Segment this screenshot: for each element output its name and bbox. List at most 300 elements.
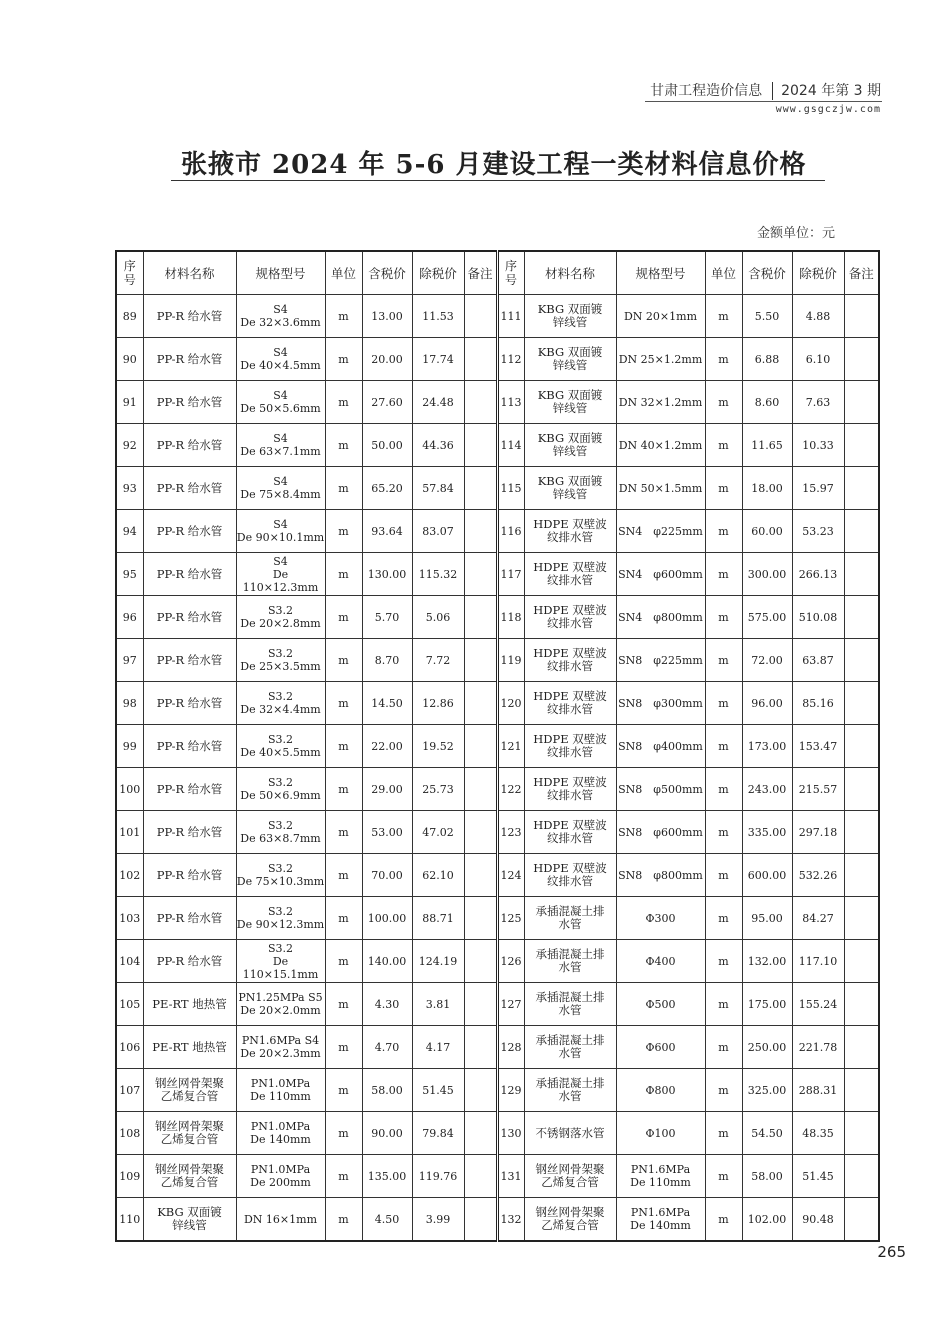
no-cell: 89 — [116, 295, 143, 338]
spec-cell — [236, 768, 325, 811]
spec-line-1: DN 32×1.2mm — [618, 395, 703, 409]
unit-cell: m — [705, 424, 742, 467]
price-table — [115, 250, 880, 1242]
notax-cell: 3.99 — [412, 1198, 464, 1242]
unit-cell: m — [325, 639, 362, 682]
name-cell: HDPE 双壁波纹排水管 — [524, 682, 616, 725]
no-cell: 118 — [497, 596, 524, 639]
left-col-notax-price-header: 除税价 — [412, 251, 464, 295]
tax-cell: 50.00 — [362, 424, 412, 467]
unit-cell: m — [705, 338, 742, 381]
spec-line-1: Φ800 — [645, 1083, 676, 1097]
notax-cell: 4.17 — [412, 1026, 464, 1069]
unit-cell: m — [325, 596, 362, 639]
name-cell: KBG 双面镀锌线管 — [524, 467, 616, 510]
notax-cell: 5.06 — [412, 596, 464, 639]
table-row — [116, 1069, 879, 1112]
notax-cell: 215.57 — [792, 768, 844, 811]
title-underline — [171, 180, 825, 181]
name-cell: PP-R 给水管 — [143, 682, 236, 725]
tax-cell: 18.00 — [742, 467, 792, 510]
spec-line-2: De 90×12.3mm — [236, 918, 325, 931]
spec-cell — [236, 467, 325, 510]
table-row — [116, 983, 879, 1026]
no-cell: 110 — [116, 1198, 143, 1242]
unit-cell: m — [705, 940, 742, 983]
unit-cell: m — [705, 295, 742, 338]
note-cell — [844, 725, 879, 768]
spec-cell — [616, 983, 705, 1026]
table-row — [116, 510, 879, 553]
spec-line-2: De 63×7.1mm — [240, 445, 321, 458]
note-cell — [464, 553, 497, 596]
name-cell: PP-R 给水管 — [143, 553, 236, 596]
no-cell: 111 — [497, 295, 524, 338]
note-cell — [464, 424, 497, 467]
name-cell: 钢丝网骨架聚乙烯复合管 — [524, 1198, 616, 1242]
unit-cell: m — [705, 682, 742, 725]
tax-cell: 250.00 — [742, 1026, 792, 1069]
note-cell — [844, 424, 879, 467]
notax-cell: 25.73 — [412, 768, 464, 811]
spec-line-1: DN 40×1.2mm — [618, 438, 703, 452]
spec-line-1: SN8 φ600mm — [618, 825, 703, 839]
note-cell — [844, 854, 879, 897]
spec-line-1: S4 — [273, 554, 288, 568]
spec-cell — [236, 682, 325, 725]
unit-cell: m — [705, 1198, 742, 1242]
no-cell: 99 — [116, 725, 143, 768]
spec-line-1: Φ600 — [645, 1040, 676, 1054]
table-row — [116, 381, 879, 424]
tax-cell: 5.70 — [362, 596, 412, 639]
note-cell — [464, 682, 497, 725]
spec-cell — [236, 295, 325, 338]
spec-cell — [616, 295, 705, 338]
tax-cell: 300.00 — [742, 553, 792, 596]
note-cell — [844, 510, 879, 553]
no-cell: 107 — [116, 1069, 143, 1112]
left-col-spec-header: 规格型号 — [236, 251, 325, 295]
notax-cell: 17.74 — [412, 338, 464, 381]
no-cell: 106 — [116, 1026, 143, 1069]
spec-line-1: S3.2 — [267, 604, 294, 617]
spec-line-2: De 20×2.8mm — [240, 617, 321, 630]
page-number: 265 — [877, 1243, 906, 1261]
name-cell: 钢丝网骨架聚乙烯复合管 — [143, 1112, 236, 1155]
name-cell: 钢丝网骨架聚乙烯复合管 — [143, 1069, 236, 1112]
spec-cell — [616, 1198, 705, 1242]
right-col-note-header: 备注 — [844, 251, 879, 295]
name-cell: 承插混凝土排水管 — [524, 983, 616, 1026]
notax-cell: 3.81 — [412, 983, 464, 1026]
tax-cell: 335.00 — [742, 811, 792, 854]
spec-line-2: De 110×15.1mm — [242, 954, 319, 981]
note-cell — [844, 1069, 879, 1112]
spec-cell — [236, 381, 325, 424]
spec-line-2: De 110mm — [250, 1090, 311, 1103]
no-cell: 120 — [497, 682, 524, 725]
note-cell — [844, 467, 879, 510]
spec-cell — [236, 639, 325, 682]
unit-cell: m — [705, 639, 742, 682]
notax-cell: 4.88 — [792, 295, 844, 338]
notax-cell: 7.63 — [792, 381, 844, 424]
note-cell — [464, 1069, 497, 1112]
left-col-unit-header: 单位 — [325, 251, 362, 295]
spec-line-1: SN4 φ800mm — [618, 610, 703, 624]
spec-line-1: PN1.25MPa S5 — [238, 991, 323, 1004]
tax-cell: 102.00 — [742, 1198, 792, 1242]
notax-cell: 57.84 — [412, 467, 464, 510]
note-cell — [844, 940, 879, 983]
tax-cell: 130.00 — [362, 553, 412, 596]
no-cell: 123 — [497, 811, 524, 854]
no-cell: 116 — [497, 510, 524, 553]
spec-cell — [616, 338, 705, 381]
notax-cell: 63.87 — [792, 639, 844, 682]
tax-cell: 96.00 — [742, 682, 792, 725]
tax-cell: 95.00 — [742, 897, 792, 940]
spec-cell — [236, 983, 325, 1026]
table-row — [116, 725, 879, 768]
note-cell — [844, 381, 879, 424]
spec-line-1: PN1.6MPa S4 — [241, 1034, 320, 1047]
table-row — [116, 596, 879, 639]
name-cell: PE-RT 地热管 — [143, 983, 236, 1026]
notax-cell: 83.07 — [412, 510, 464, 553]
no-cell: 119 — [497, 639, 524, 682]
note-cell — [464, 467, 497, 510]
name-cell: 钢丝网骨架聚乙烯复合管 — [524, 1155, 616, 1198]
notax-cell: 44.36 — [412, 424, 464, 467]
note-cell — [464, 983, 497, 1026]
unit-cell: m — [705, 1112, 742, 1155]
note-cell — [464, 381, 497, 424]
spec-line-2: De 50×6.9mm — [240, 789, 321, 802]
spec-cell — [616, 639, 705, 682]
table-row — [116, 682, 879, 725]
tax-cell: 4.50 — [362, 1198, 412, 1242]
name-cell: 承插混凝土排水管 — [524, 897, 616, 940]
notax-cell: 15.97 — [792, 467, 844, 510]
name-cell: KBG 双面镀锌线管 — [524, 424, 616, 467]
notax-cell: 6.10 — [792, 338, 844, 381]
spec-cell — [616, 1155, 705, 1198]
spec-line-2: De 63×8.7mm — [240, 832, 321, 845]
notax-cell: 47.02 — [412, 811, 464, 854]
note-cell — [844, 338, 879, 381]
note-cell — [844, 768, 879, 811]
unit-cell: m — [325, 1198, 362, 1242]
no-cell: 103 — [116, 897, 143, 940]
no-cell: 95 — [116, 553, 143, 596]
unit-cell: m — [325, 1069, 362, 1112]
unit-cell: m — [325, 940, 362, 983]
right-col-notax-price-header: 除税价 — [792, 251, 844, 295]
website-url: www.gsgczjw.com — [775, 104, 881, 115]
left-col-name-header: 材料名称 — [143, 251, 236, 295]
notax-cell: 7.72 — [412, 639, 464, 682]
note-cell — [464, 1026, 497, 1069]
spec-cell — [236, 553, 325, 596]
notax-cell: 11.53 — [412, 295, 464, 338]
spec-cell — [616, 897, 705, 940]
no-cell: 108 — [116, 1112, 143, 1155]
notax-cell: 79.84 — [412, 1112, 464, 1155]
no-cell: 96 — [116, 596, 143, 639]
notax-cell: 510.08 — [792, 596, 844, 639]
tax-cell: 29.00 — [362, 768, 412, 811]
name-cell: PP-R 给水管 — [143, 725, 236, 768]
table-row — [116, 897, 879, 940]
spec-cell — [236, 811, 325, 854]
spec-cell — [236, 1026, 325, 1069]
unit-cell: m — [705, 854, 742, 897]
unit-cell: m — [325, 1112, 362, 1155]
tax-cell: 140.00 — [362, 940, 412, 983]
unit-cell: m — [705, 811, 742, 854]
table-row — [116, 467, 879, 510]
name-cell: KBG 双面镀锌线管 — [524, 295, 616, 338]
table-row — [116, 1155, 879, 1198]
notax-cell: 119.76 — [412, 1155, 464, 1198]
spec-line-1: PN1.0MPa — [250, 1077, 311, 1090]
notax-cell: 85.16 — [792, 682, 844, 725]
spec-cell — [236, 1069, 325, 1112]
spec-line-1: SN4 φ600mm — [618, 567, 703, 581]
spec-line-2: De 40×5.5mm — [240, 746, 321, 759]
spec-line-1: S3.2 — [267, 733, 294, 746]
no-cell: 97 — [116, 639, 143, 682]
notax-cell: 48.35 — [792, 1112, 844, 1155]
spec-line-2: De 50×5.6mm — [240, 402, 321, 415]
name-cell: HDPE 双壁波纹排水管 — [524, 768, 616, 811]
note-cell — [844, 983, 879, 1026]
no-cell: 122 — [497, 768, 524, 811]
name-cell: HDPE 双壁波纹排水管 — [524, 553, 616, 596]
unit-cell: m — [325, 424, 362, 467]
spec-line-1: S4 — [273, 432, 288, 445]
notax-cell: 88.71 — [412, 897, 464, 940]
spec-cell — [616, 940, 705, 983]
note-cell — [844, 682, 879, 725]
spec-cell — [236, 897, 325, 940]
table-row — [116, 553, 879, 596]
tax-cell: 60.00 — [742, 510, 792, 553]
no-cell: 131 — [497, 1155, 524, 1198]
header-divider — [772, 82, 773, 100]
spec-line-1: S4 — [273, 518, 288, 531]
spec-line-1: Φ500 — [645, 997, 676, 1011]
spec-line-1: S3.2 — [267, 819, 294, 832]
name-cell: 承插混凝土排水管 — [524, 940, 616, 983]
no-cell: 129 — [497, 1069, 524, 1112]
name-cell: PP-R 给水管 — [143, 854, 236, 897]
no-cell: 117 — [497, 553, 524, 596]
note-cell — [464, 940, 497, 983]
note-cell — [844, 811, 879, 854]
spec-line-2: De 90×10.1mm — [236, 531, 325, 544]
name-cell: PP-R 给水管 — [143, 811, 236, 854]
name-cell: HDPE 双壁波纹排水管 — [524, 854, 616, 897]
notax-cell: 84.27 — [792, 897, 844, 940]
tax-cell: 175.00 — [742, 983, 792, 1026]
tax-cell: 4.70 — [362, 1026, 412, 1069]
publication-name: 甘肃工程造价信息 — [650, 83, 763, 99]
spec-cell — [616, 682, 705, 725]
notax-cell: 51.45 — [792, 1155, 844, 1198]
note-cell — [844, 1026, 879, 1069]
table-row — [116, 811, 879, 854]
tax-cell: 58.00 — [742, 1155, 792, 1198]
name-cell: 承插混凝土排水管 — [524, 1026, 616, 1069]
note-cell — [464, 1155, 497, 1198]
no-cell: 101 — [116, 811, 143, 854]
tax-cell: 8.70 — [362, 639, 412, 682]
spec-line-1: Φ400 — [645, 954, 676, 968]
notax-cell: 115.32 — [412, 553, 464, 596]
spec-line-2: De 140mm — [250, 1133, 311, 1146]
spec-line-2: De 32×3.6mm — [240, 316, 321, 329]
no-cell: 124 — [497, 854, 524, 897]
spec-cell — [616, 1112, 705, 1155]
note-cell — [464, 510, 497, 553]
name-cell: HDPE 双壁波纹排水管 — [524, 639, 616, 682]
spec-line-1: PN1.6MPa — [630, 1163, 691, 1176]
table-row — [116, 1198, 879, 1242]
table-header-row — [116, 251, 879, 295]
unit-cell: m — [325, 510, 362, 553]
tax-cell: 4.30 — [362, 983, 412, 1026]
table-row — [116, 854, 879, 897]
spec-line-2: De 75×8.4mm — [240, 488, 321, 501]
spec-line-2: De 20×2.3mm — [240, 1047, 321, 1060]
spec-line-1: PN1.0MPa — [250, 1163, 311, 1176]
tax-cell: 5.50 — [742, 295, 792, 338]
name-cell: PP-R 给水管 — [143, 596, 236, 639]
unit-cell: m — [705, 1026, 742, 1069]
no-cell: 125 — [497, 897, 524, 940]
note-cell — [844, 897, 879, 940]
spec-line-2: De 75×10.3mm — [236, 875, 325, 888]
tax-cell: 70.00 — [362, 854, 412, 897]
tax-cell: 173.00 — [742, 725, 792, 768]
left-col-tax-price-header: 含税价 — [362, 251, 412, 295]
spec-cell — [616, 811, 705, 854]
table-row — [116, 1026, 879, 1069]
no-cell: 91 — [116, 381, 143, 424]
spec-cell — [236, 1198, 325, 1242]
tax-cell: 575.00 — [742, 596, 792, 639]
spec-cell — [616, 381, 705, 424]
no-cell: 113 — [497, 381, 524, 424]
spec-cell — [236, 940, 325, 983]
notax-cell: 288.31 — [792, 1069, 844, 1112]
note-cell — [844, 295, 879, 338]
name-cell: PP-R 给水管 — [143, 381, 236, 424]
tax-cell: 58.00 — [362, 1069, 412, 1112]
spec-line-1: S4 — [273, 389, 288, 402]
spec-cell — [616, 1026, 705, 1069]
no-cell: 114 — [497, 424, 524, 467]
note-cell — [464, 639, 497, 682]
spec-line-1: DN 50×1.5mm — [618, 481, 703, 495]
name-cell: HDPE 双壁波纹排水管 — [524, 811, 616, 854]
spec-line-2: De 32×4.4mm — [240, 703, 321, 716]
note-cell — [844, 596, 879, 639]
unit-cell: m — [705, 983, 742, 1026]
spec-line-1: S4 — [273, 475, 288, 488]
spec-cell — [616, 510, 705, 553]
right-col-spec-header: 规格型号 — [616, 251, 705, 295]
spec-cell — [616, 768, 705, 811]
spec-cell — [616, 424, 705, 467]
unit-cell: m — [325, 1155, 362, 1198]
unit-cell: m — [705, 381, 742, 424]
note-cell — [464, 725, 497, 768]
unit-cell: m — [325, 811, 362, 854]
notax-cell: 62.10 — [412, 854, 464, 897]
spec-cell — [616, 596, 705, 639]
spec-line-1: PN1.0MPa — [250, 1120, 311, 1133]
note-cell — [464, 854, 497, 897]
tax-cell: 6.88 — [742, 338, 792, 381]
note-cell — [464, 811, 497, 854]
no-cell: 109 — [116, 1155, 143, 1198]
name-cell: PP-R 给水管 — [143, 295, 236, 338]
spec-line-1: SN8 φ300mm — [618, 696, 703, 710]
notax-cell: 90.48 — [792, 1198, 844, 1242]
tax-cell: 54.50 — [742, 1112, 792, 1155]
currency-unit-label: 金额单位：元 — [756, 226, 835, 241]
page-title: 张掖市 2024 年 5-6 月建设工程一类材料信息价格 — [181, 150, 807, 180]
no-cell: 98 — [116, 682, 143, 725]
spec-line-2: De 25×3.5mm — [240, 660, 321, 673]
spec-line-1: SN8 φ800mm — [618, 868, 703, 882]
spec-cell — [236, 725, 325, 768]
name-cell: 不锈钢落水管 — [524, 1112, 616, 1155]
unit-cell: m — [325, 725, 362, 768]
spec-line-1: SN8 φ500mm — [618, 782, 703, 796]
notax-cell: 124.19 — [412, 940, 464, 983]
spec-cell — [236, 854, 325, 897]
spec-cell — [236, 338, 325, 381]
name-cell: PP-R 给水管 — [143, 639, 236, 682]
unit-cell: m — [325, 682, 362, 725]
unit-cell: m — [705, 725, 742, 768]
spec-line-1: SN8 φ225mm — [618, 653, 703, 667]
no-cell: 92 — [116, 424, 143, 467]
spec-line-1: DN 20×1mm — [623, 309, 697, 323]
name-cell: PP-R 给水管 — [143, 897, 236, 940]
spec-line-2: De 40×4.5mm — [240, 359, 321, 372]
spec-line-1: PN1.6MPa — [630, 1206, 691, 1219]
table-row — [116, 295, 879, 338]
table-row — [116, 424, 879, 467]
name-cell: 钢丝网骨架聚乙烯复合管 — [143, 1155, 236, 1198]
notax-cell: 51.45 — [412, 1069, 464, 1112]
no-cell: 126 — [497, 940, 524, 983]
note-cell — [844, 639, 879, 682]
right-col-tax-price-header: 含税价 — [742, 251, 792, 295]
tax-cell: 53.00 — [362, 811, 412, 854]
name-cell: HDPE 双壁波纹排水管 — [524, 725, 616, 768]
unit-cell: m — [705, 596, 742, 639]
unit-cell: m — [325, 467, 362, 510]
notax-cell: 266.13 — [792, 553, 844, 596]
name-cell: PP-R 给水管 — [143, 510, 236, 553]
